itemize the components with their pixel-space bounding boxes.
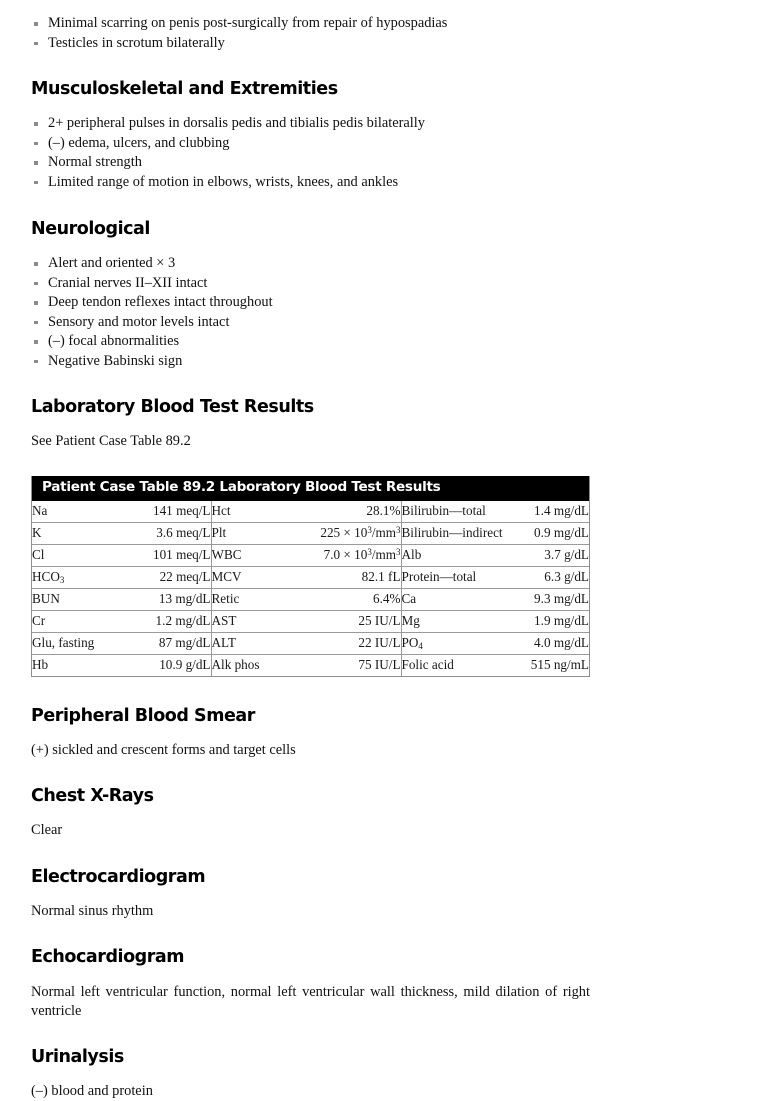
cell-value: 6.4% (279, 588, 401, 610)
cell-label: BUN (32, 588, 130, 610)
section-laboratory-blood-test-results (31, 397, 590, 452)
list-item (31, 114, 590, 134)
cell-value: 9.3 mg/dL (511, 588, 589, 610)
cell-value: 4.0 mg/dL (511, 632, 589, 654)
list-item-text: Negative Babinski sign (48, 353, 182, 369)
section-heading-peripheral-blood-smear: Peripheral Blood Smear (31, 706, 590, 726)
section-heading-laboratory-blood-test-results: Laboratory Blood Test Results (31, 397, 590, 417)
bullet-list-genitourinary (31, 14, 590, 53)
bullet-list-musculoskeletal (31, 114, 590, 192)
cell-value: 75 IU/L (279, 654, 401, 676)
section-peripheral-blood-smear (31, 706, 590, 761)
list-item (31, 274, 590, 294)
section-heading-echocardiogram: Echocardiogram (31, 947, 590, 967)
table-row (32, 501, 589, 523)
electrocardiogram-text: Normal sinus rhythm (31, 902, 590, 922)
table-row (32, 632, 589, 654)
lab-table-body (32, 501, 589, 676)
table-title-bar: Patient Case Table 89.2 Laboratory Blood Test Results (32, 476, 589, 501)
list-item (31, 34, 590, 54)
cell-value: $225 \times 10^3/mm^3$ (279, 522, 401, 544)
list-item-text: (–) edema, ulcers, and clubbing (48, 135, 229, 151)
cell-label: Retic (211, 588, 279, 610)
cell-label: Cl (32, 544, 130, 566)
cell-value: 6.3 g/dL (511, 566, 589, 588)
cell-label: Hb (32, 654, 130, 676)
cell-value: 22 IU/L (279, 632, 401, 654)
cell-label: Alk phos (211, 654, 279, 676)
list-item (31, 153, 590, 173)
cell-value: 10.9 g/dL (130, 654, 211, 676)
laboratory-results-table (31, 476, 590, 677)
laboratory-reference-text: See Patient Case Table 89.2 (31, 432, 590, 452)
cell-label: $PO_4$ (401, 632, 511, 654)
section-heading-chest-x-rays: Chest X-Rays (31, 786, 590, 806)
table-row (32, 566, 589, 588)
section-neurological (31, 219, 590, 371)
cell-value: 515 ng/mL (511, 654, 589, 676)
cell-label: Ca (401, 588, 511, 610)
list-item-text: Cranial nerves II–XII intact (48, 275, 207, 291)
cell-value: 28.1% (279, 501, 401, 523)
cell-label: $HCO_3$ (32, 566, 130, 588)
list-item-text: (–) focal abnormalities (48, 333, 179, 349)
section-heading-neurological: Neurological (31, 219, 590, 239)
cell-value: 82.1 fL (279, 566, 401, 588)
list-item-text: Limited range of motion in elbows, wrists, knees, and ankles (48, 174, 398, 190)
chest-x-rays-text: Clear (31, 821, 590, 841)
cell-value: 1.9 mg/dL (511, 610, 589, 632)
section-urinalysis (31, 1047, 590, 1101)
list-item-text: Deep tendon reflexes intact throughout (48, 294, 273, 310)
table-row (32, 610, 589, 632)
cell-value: 0.9 mg/dL (511, 522, 589, 544)
list-item-text: Sensory and motor levels intact (48, 314, 229, 330)
cell-label: Alb (401, 544, 511, 566)
list-item-text: Testicles in scrotum bilaterally (48, 35, 225, 51)
list-item (31, 293, 590, 313)
table-row (32, 654, 589, 676)
list-item (31, 332, 590, 352)
cell-label: WBC (211, 544, 279, 566)
table-row (32, 588, 589, 610)
bullet-list-neurological (31, 254, 590, 371)
cell-label: Mg (401, 610, 511, 632)
lab-values-table (32, 501, 589, 676)
section-heading-urinalysis: Urinalysis (31, 1047, 590, 1067)
cell-value: 1.2 mg/dL (130, 610, 211, 632)
peripheral-blood-smear-text: (+) sickled and crescent forms and target cells (31, 741, 590, 761)
cell-label: MCV (211, 566, 279, 588)
cell-value: 141 meq/L (130, 501, 211, 523)
cell-label: Glu, fasting (32, 632, 130, 654)
cell-label: K (32, 522, 130, 544)
cell-label: Plt (211, 522, 279, 544)
cell-value: 101 meq/L (130, 544, 211, 566)
section-echocardiogram (31, 947, 590, 1021)
cell-value: 13 mg/dL (130, 588, 211, 610)
cell-value: 25 IU/L (279, 610, 401, 632)
cell-label: Cr (32, 610, 130, 632)
cell-label: Protein—total (401, 566, 511, 588)
list-item (31, 313, 590, 333)
cell-value: 3.7 g/dL (511, 544, 589, 566)
list-item (31, 134, 590, 154)
cell-label: AST (211, 610, 279, 632)
section-heading-electrocardiogram: Electrocardiogram (31, 867, 590, 887)
list-item (31, 14, 590, 34)
document-page (31, 0, 590, 1101)
section-genitourinary-continued (31, 14, 590, 53)
cell-label: Hct (211, 501, 279, 523)
cell-value: 3.6 meq/L (130, 522, 211, 544)
cell-label: Folic acid (401, 654, 511, 676)
section-electrocardiogram (31, 867, 590, 922)
list-item-text: 2+ peripheral pulses in dorsalis pedis and tibialis pedis bilaterally (48, 115, 425, 131)
cell-value: 87 mg/dL (130, 632, 211, 654)
urinalysis-text: (–) blood and protein (31, 1082, 590, 1101)
list-item (31, 254, 590, 274)
cell-value: 22 meq/L (130, 566, 211, 588)
section-musculoskeletal (31, 79, 590, 192)
cell-value: $7.0 \times 10^3/mm^3$ (279, 544, 401, 566)
table-row (32, 522, 589, 544)
cell-label: ALT (211, 632, 279, 654)
list-item (31, 352, 590, 372)
list-item-text: Alert and oriented × 3 (48, 255, 175, 271)
cell-label: Na (32, 501, 130, 523)
list-item (31, 173, 590, 193)
cell-label: Bilirubin—total (401, 501, 511, 523)
list-item-text: Minimal scarring on penis post-surgically from repair of hypospadias (48, 15, 447, 31)
cell-label: Bilirubin—indirect (401, 522, 511, 544)
echocardiogram-text: Normal left ventricular function, normal left ventricular wall thickness, mild dilation of right ventricle (31, 983, 590, 1022)
table-row (32, 544, 589, 566)
list-item-text: Normal strength (48, 154, 142, 170)
cell-value: 1.4 mg/dL (511, 501, 589, 523)
section-chest-x-rays (31, 786, 590, 841)
section-heading-musculoskeletal: Musculoskeletal and Extremities (31, 79, 590, 99)
